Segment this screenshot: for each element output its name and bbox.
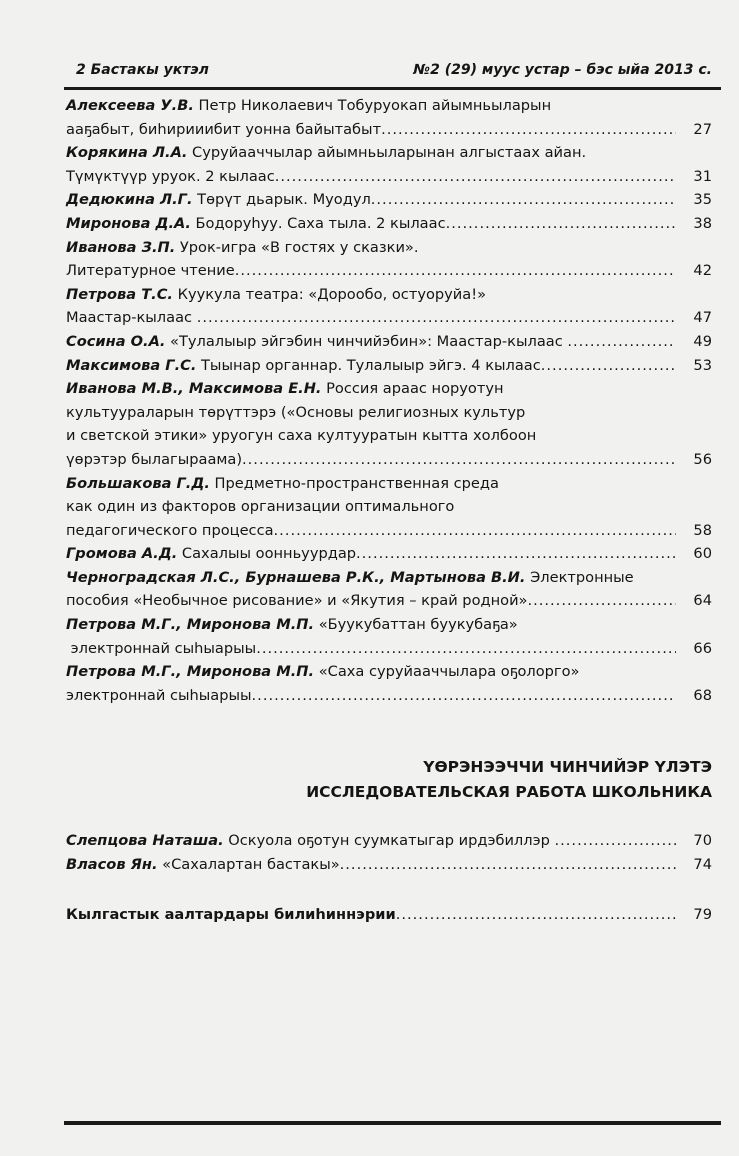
toc-line — [66, 495, 712, 519]
entry-author: Сосина О.А. — [66, 332, 166, 350]
entry-title: «Тулалыыр эйгэбин чинчийэбин»: Маастар-кылаас — [165, 332, 568, 350]
dot-leader — [275, 165, 676, 189]
dot-leader — [356, 542, 676, 566]
entry-author: Петрова М.Г., Миронова М.П. — [66, 663, 315, 681]
entry-title: Маастар-кылаас — [66, 309, 197, 327]
toc-line — [66, 684, 712, 708]
dot-leader — [446, 212, 676, 236]
entry-title: ааҕабыт, биһирииибит уонна байытабыт — [66, 120, 382, 138]
running-header — [76, 62, 712, 78]
toc-entry — [66, 94, 712, 141]
entry-author: Алексеева У.В. — [66, 97, 194, 114]
toc-entry — [66, 472, 712, 543]
toc-entry — [66, 354, 712, 378]
entry-title: үөрэтэр былагыраама) — [66, 450, 243, 468]
dot-leader — [371, 188, 676, 212]
entry-title: Предметно-пространственная среда — [209, 474, 499, 492]
section-title-russian: ИССЛЕДОВАТЕЛЬСКАЯ РАБОТА ШКОЛЬНИКА — [306, 783, 712, 801]
entry-author: Максимова Г.С. — [66, 356, 197, 374]
dot-leader — [256, 637, 676, 661]
entry-title: Түмүктүүр уруок. 2 кылаас — [66, 167, 275, 185]
toc-line — [66, 236, 712, 260]
entry-author: Черноградская Л.С., Бурнашева Р.К., Мартынова В.И. — [66, 568, 526, 586]
page-number: 79 — [693, 906, 712, 923]
toc-entry — [66, 377, 712, 471]
toc-line — [66, 188, 712, 212]
toc-line — [66, 519, 712, 543]
entry-title: как один из факторов организации оптимального — [66, 498, 455, 516]
page-number: 38 — [693, 214, 712, 232]
dot-leader — [235, 259, 676, 283]
toc-line — [66, 165, 712, 189]
section-title-yakut: ҮӨРЭНЭЭЧЧИ ЧИНЧИЙЭР ҮЛЭТЭ — [423, 758, 712, 776]
toc-entry — [66, 613, 712, 660]
entry-title: Россия араас норуотун — [321, 380, 504, 398]
entry-title: Петр Николаевич Тобуруокап айымньыларын — [193, 97, 552, 114]
toc-entry — [66, 188, 712, 212]
entry-title: и светской этики» уруогун саха култууратын кытта холбоон — [66, 427, 537, 445]
toc-line — [66, 448, 712, 472]
entry-author: Громова А.Д. — [66, 545, 178, 563]
toc-line — [66, 424, 712, 448]
page-number: 74 — [693, 855, 712, 873]
page-number: 56 — [693, 450, 712, 468]
entry-title: Литературное чтение — [66, 262, 235, 280]
toc-entry — [66, 829, 712, 853]
entry-title: «Сахалартан бастакы» — [157, 855, 340, 873]
entry-author: Миронова Д.А. — [66, 214, 191, 232]
header-rule — [64, 87, 721, 90]
section-contents — [66, 829, 712, 876]
page-number: 53 — [693, 356, 712, 374]
toc-line — [66, 613, 712, 637]
entry-author: Большакова Г.Д. — [66, 474, 210, 492]
dot-leader — [555, 829, 676, 853]
entry-title: «Саха суруйааччылара оҕолорго» — [314, 663, 580, 681]
toc-line — [66, 589, 712, 613]
toc-line — [66, 542, 712, 566]
entry-title: пособия «Необычное рисование» и «Якутия – край родной» — [66, 592, 528, 610]
toc-line — [66, 377, 712, 401]
page-number: 31 — [693, 167, 712, 185]
entry-title: Төрүт дьарык. Муодул — [192, 191, 371, 209]
entry-title: Тыынар органнар. Тулалыыр эйгэ. 4 кылаас — [196, 356, 541, 374]
entry-author: Иванова М.В., Максимова Е.Н. — [66, 380, 322, 398]
header-left: 2 Бастакы уктэл — [76, 62, 209, 78]
entry-title: электроннай сыһыарыы — [66, 686, 252, 704]
toc-line — [66, 829, 712, 853]
entry-title: педагогического процесса — [66, 521, 274, 539]
entry-title: Суруйааччылар айымньыларынан алгыстаах айан. — [187, 144, 587, 162]
page-number: 49 — [693, 332, 712, 350]
toc-entry — [66, 566, 712, 613]
toc-entry — [66, 236, 712, 283]
page-number: 66 — [693, 639, 712, 657]
page-number: 68 — [693, 686, 712, 704]
page-number: 42 — [693, 262, 712, 280]
toc-line — [66, 637, 712, 661]
toc-line — [66, 141, 712, 165]
toc-line — [66, 306, 712, 330]
toc-entry — [66, 141, 712, 188]
toc-line — [66, 354, 712, 378]
entry-title: Оскуола оҕотун суумкатыгар ирдэбиллэр — [223, 832, 555, 849]
toc-line — [66, 660, 712, 684]
toc-entry — [66, 542, 712, 566]
dot-leader — [567, 330, 676, 354]
toc-line — [66, 401, 712, 425]
toc-line — [66, 903, 712, 927]
entry-author: Корякина Л.А. — [66, 144, 188, 162]
entry-title: Урок-игра «В гостях у сказки». — [175, 238, 419, 256]
entry-title: Куукула театра: «Дорообо, остуоруйа!» — [172, 285, 487, 303]
entry-author: Слепцова Наташа. — [66, 832, 224, 849]
footer-rule — [64, 1121, 721, 1125]
dot-leader — [381, 118, 676, 142]
section-heading — [306, 755, 712, 805]
toc-entry — [66, 283, 712, 330]
page-number: 64 — [693, 592, 712, 610]
toc-line — [66, 566, 712, 590]
entry-author: Власов Ян. — [66, 855, 158, 873]
dot-leader — [274, 519, 676, 543]
dot-leader — [252, 684, 676, 708]
page-number: 35 — [693, 191, 712, 209]
toc-line — [66, 853, 712, 877]
page-number: 60 — [693, 545, 712, 563]
toc-entry — [66, 330, 712, 354]
entry-title: Электронные — [525, 568, 634, 586]
toc-line — [66, 94, 712, 118]
page-number: 70 — [693, 832, 712, 849]
toc-line — [66, 212, 712, 236]
entry-author: Дедюкина Л.Г. — [66, 191, 193, 209]
toc-line — [66, 259, 712, 283]
toc-line — [66, 330, 712, 354]
table-of-contents — [66, 94, 712, 707]
entry-author: Иванова З.П. — [66, 238, 176, 256]
entry-title: электроннай сыһыарыы — [66, 639, 257, 657]
entry-title: Кылгастык аалтардары билиһиннэрии — [66, 906, 396, 923]
toc-entry — [66, 660, 712, 707]
dot-leader — [396, 903, 676, 927]
entry-author: Петрова М.Г., Миронова М.П. — [66, 616, 315, 634]
header-right: №2 (29) муус устар – бэс ыйа 2013 с. — [413, 62, 712, 78]
dot-leader — [527, 589, 676, 613]
entry-author: Петрова Т.С. — [66, 285, 173, 303]
dot-leader — [197, 306, 676, 330]
page-number: 47 — [693, 309, 712, 327]
toc-entry — [66, 212, 712, 236]
entry-title: «Буукубаттан буукубаҕа» — [314, 616, 518, 634]
dot-leader — [541, 354, 676, 378]
dot-leader — [242, 448, 676, 472]
page-number: 27 — [693, 120, 712, 138]
toc-line — [66, 283, 712, 307]
entry-title: Сахалыы оонньуурдар — [177, 545, 357, 563]
toc-line — [66, 118, 712, 142]
toc-entry — [66, 853, 712, 877]
dot-leader — [340, 853, 676, 877]
entry-title: культуураларын төрүттэрэ («Основы религиозных культур — [66, 403, 526, 421]
page-number: 58 — [693, 521, 712, 539]
entry-title: Бодоруһуу. Саха тыла. 2 кылаас — [190, 214, 446, 232]
toc-line — [66, 472, 712, 496]
toc-entry-authors-info — [66, 903, 712, 927]
